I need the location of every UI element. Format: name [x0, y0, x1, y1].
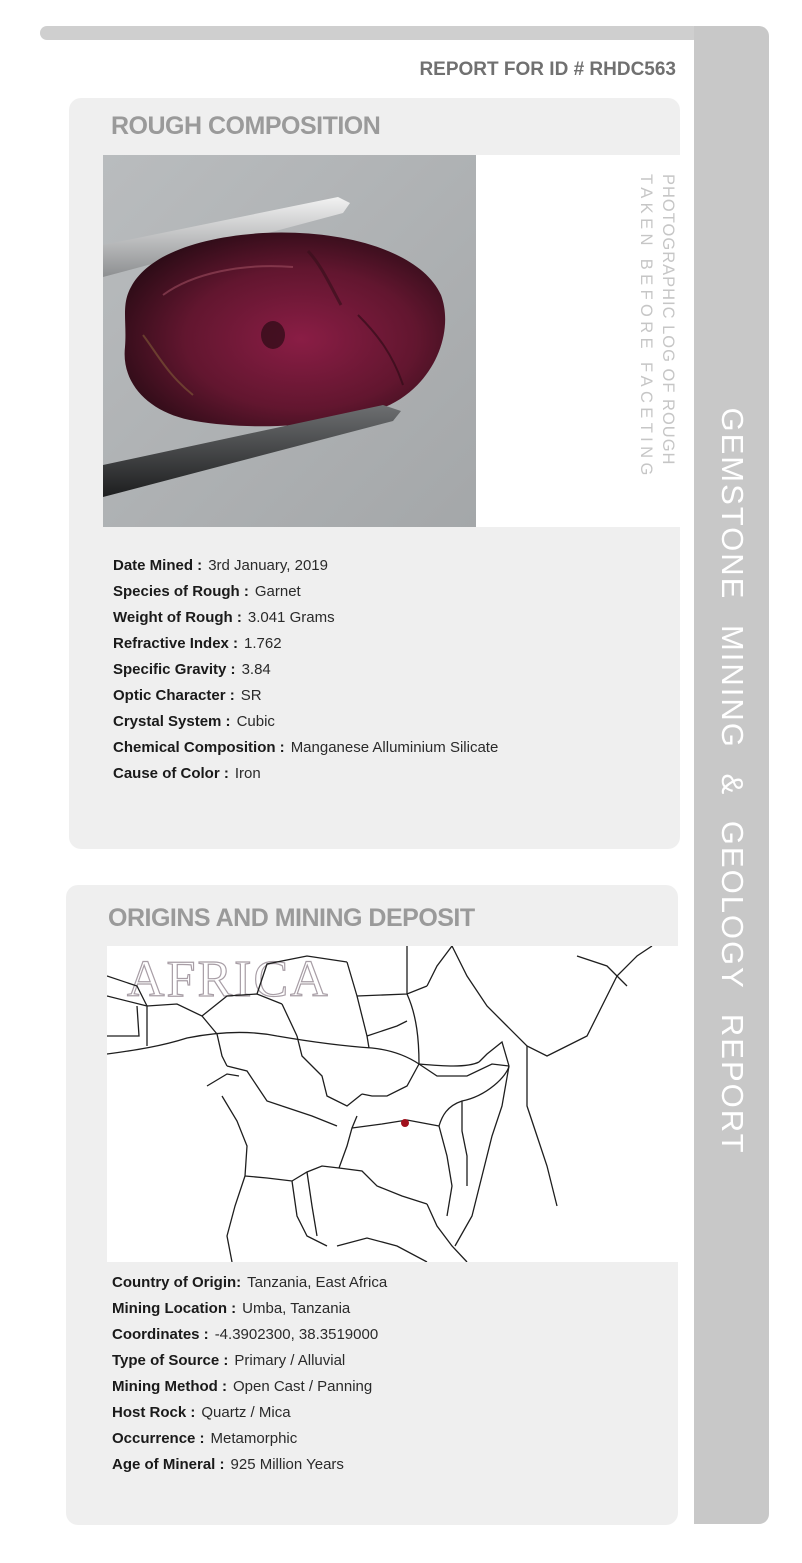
field-row [112, 1322, 387, 1348]
origins-fields [112, 1270, 387, 1478]
photo-caption [633, 174, 679, 504]
field-value: Iron [234, 765, 261, 782]
field-value: 3.84 [241, 661, 271, 678]
field-label: Mining Method : [112, 1378, 227, 1395]
field-label: Chemical Composition : [113, 739, 285, 756]
field-label: Species of Rough : [113, 583, 249, 600]
field-value: 3.041 Grams [247, 609, 335, 626]
field-label: Type of Source : [112, 1352, 229, 1369]
field-value: Umba, Tanzania [242, 1300, 351, 1317]
field-label: Age of Mineral : [112, 1456, 225, 1473]
field-row [112, 1426, 387, 1452]
field-value: 925 Million Years [230, 1456, 344, 1473]
field-row [113, 761, 498, 787]
rough-photo [103, 155, 476, 527]
field-value: Manganese Alluminium Silicate [290, 739, 499, 756]
field-row [112, 1348, 387, 1374]
field-row [112, 1270, 387, 1296]
field-row [112, 1374, 387, 1400]
photo-caption-line1: PHOTOGRAPHIC LOG OF ROUGH [659, 174, 677, 466]
field-row [113, 631, 498, 657]
side-title-container [694, 26, 769, 1524]
field-label: Host Rock : [112, 1404, 196, 1421]
field-label: Crystal System : [113, 713, 231, 730]
photo-caption-line2: TAKEN BEFORE FACETING [637, 174, 655, 480]
field-value: Metamorphic [210, 1430, 298, 1447]
field-value: Tanzania, East Africa [247, 1274, 388, 1291]
field-row [113, 657, 498, 683]
field-label: Country of Origin: [112, 1274, 242, 1291]
field-row [113, 735, 498, 761]
field-value: Cubic [236, 713, 275, 730]
field-value: SR [240, 687, 262, 704]
field-label: Occurrence : [112, 1430, 205, 1447]
africa-map [107, 946, 678, 1262]
field-row [112, 1452, 387, 1478]
field-label: Coordinates : [112, 1326, 209, 1343]
mine-location-marker-icon [401, 1119, 409, 1127]
side-title: GEMSTONE MINING & GEOLOGY REPORT [714, 407, 750, 1155]
field-label: Weight of Rough : [113, 609, 242, 626]
field-value: 1.762 [244, 635, 282, 652]
field-row [113, 605, 498, 631]
field-row [113, 709, 498, 735]
field-value: Primary / Alluvial [234, 1352, 346, 1369]
garnet-photo-illustration [103, 155, 476, 527]
report-id: REPORT FOR ID # RHDC563 [419, 59, 676, 80]
field-value: Open Cast / Panning [232, 1378, 373, 1395]
field-label: Cause of Color : [113, 765, 229, 782]
map-illustration [107, 946, 678, 1262]
field-value: -4.3902300, 38.3519000 [214, 1326, 379, 1343]
field-row [113, 683, 498, 709]
field-row [112, 1400, 387, 1426]
rough-fields [113, 553, 498, 787]
field-label: Refractive Index : [113, 635, 239, 652]
origins-title: ORIGINS AND MINING DEPOSIT [108, 904, 475, 932]
field-label: Optic Character : [113, 687, 235, 704]
top-decor-bar [40, 26, 700, 40]
map-label: AFRICA [127, 951, 330, 1008]
field-row [113, 553, 498, 579]
field-label: Date Mined : [113, 557, 203, 574]
field-label: Mining Location : [112, 1300, 237, 1317]
rough-composition-title: ROUGH COMPOSITION [111, 112, 381, 140]
field-row [112, 1296, 387, 1322]
field-value: Quartz / Mica [201, 1404, 291, 1421]
field-value: Garnet [254, 583, 301, 600]
field-label: Specific Gravity : [113, 661, 236, 678]
field-row [113, 579, 498, 605]
field-value: 3rd January, 2019 [208, 557, 328, 574]
